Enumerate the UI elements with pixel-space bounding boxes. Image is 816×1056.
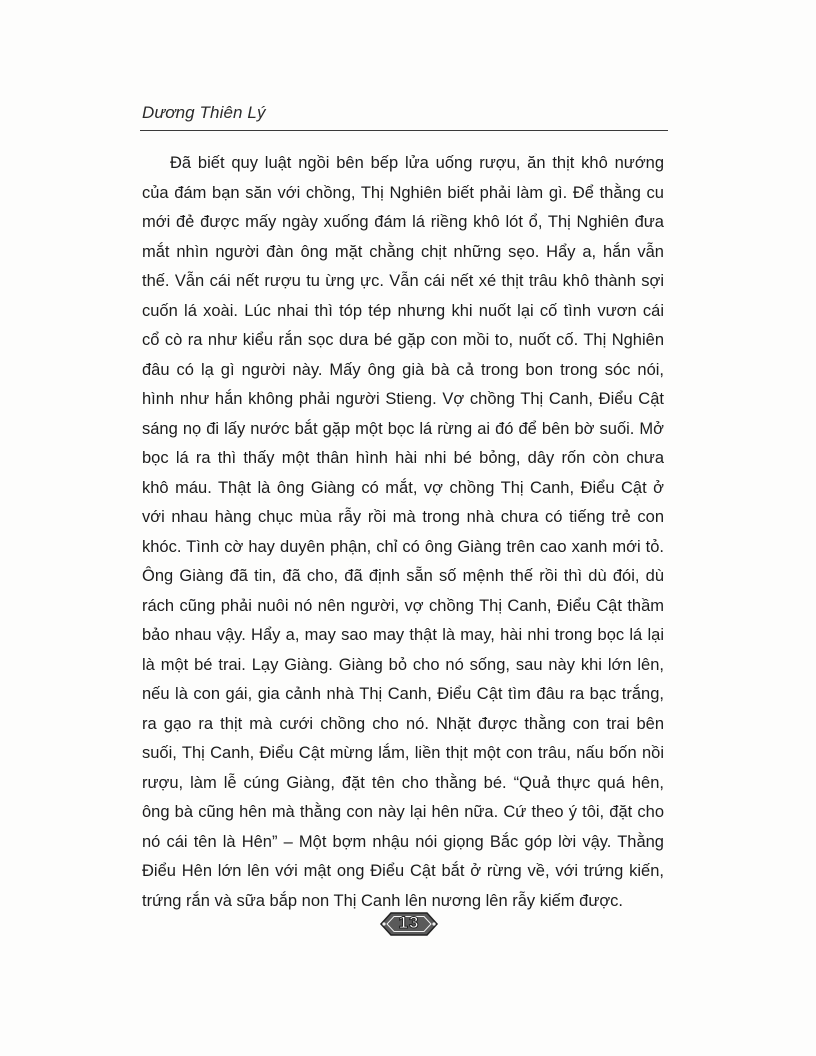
page-number-ornament (378, 909, 440, 939)
page-number: 13 (398, 913, 420, 932)
text-line: Ông Giàng đã tin, đã cho, đã định sẵn số mệnh thế rồi thì dù đói, dù (142, 567, 664, 585)
text-line: bảo nhau vậy. Hẩy a, may sao may thật là may, hài nhi trong bọc lá lại (142, 626, 664, 644)
text-line: trứng rắn và sữa bắp non Thị Canh lên nương lên rẫy kiếm được. (142, 891, 624, 910)
text-line: với nhau hàng chục mùa rẫy rồi mà trong nhà chưa có tiếng trẻ con (142, 508, 664, 526)
text-line: suối, Thị Canh, Điểu Cật mừng lắm, liền thịt một con trâu, nấu bốn nồi (142, 744, 664, 762)
text-line: Đã biết quy luật ngồi bên bếp lửa uống rượu, ăn thịt khô nướng (170, 154, 664, 172)
text-line: rách cũng phải nuôi nó nên người, vợ chồng Thị Canh, Điểu Cật thầm (142, 596, 664, 615)
text-line: bọc lá ra thì thấy một thân hình hài nhi bé bỏng, dây rốn còn chưa (142, 449, 664, 467)
text-line: mới đẻ được mấy ngày xuống đám lá riềng khô lót ổ, Thị Nghiên đưa (142, 213, 664, 231)
running-header (140, 101, 668, 131)
text-line: khóc. Tình cờ hay duyên phận, chỉ có ông Giàng trên cao xanh mới tỏ. (142, 537, 664, 556)
header-rule (140, 130, 668, 131)
body-text (142, 149, 664, 916)
text-line: rượu, làm lễ cúng Giàng, đặt tên cho thằng bé. “Quả thực quá hên, (142, 773, 664, 792)
text-line: đâu có lạ gì người này. Mấy ông già bà cả trong bon trong sóc nói, (142, 360, 664, 379)
author-name: Dương Thiên Lý (142, 103, 266, 122)
text-line: sáng nọ đi lấy nước bắt gặp một bọc lá rừng ai đó để bên bờ suối. Mở (142, 419, 664, 438)
text-line: mắt nhìn người đàn ông mặt chằng chịt những sẹo. Hẩy a, hắn vẫn (142, 242, 664, 261)
text-line: cuốn lá xoài. Lúc nhai thì tóp tép nhưng khi nuốt lại cố tình vươn cái (142, 301, 664, 320)
text-line: nếu là con gái, gia cảnh nhà Thị Canh, Điểu Cật tìm đâu ra bạc trắng, (142, 685, 664, 703)
text-line: thế. Vẫn cái nết rượu tu ừng ực. Vẫn cái nết xé thịt trâu khô thành sợi (142, 272, 664, 290)
text-line: của đám bạn săn với chồng, Thị Nghiên biết phải làm gì. Để thằng cu (142, 183, 664, 202)
text-line: hình như hắn không phải người Stieng. Vợ chồng Thị Canh, Điểu Cật (142, 390, 664, 408)
text-line: là một bé trai. Lạy Giàng. Giàng bỏ cho nó sống, sau này khi lớn lên, (142, 655, 664, 674)
text-line: ra gạo ra thịt mà cưới chồng cho nó. Nhặt được thằng con trai bên (142, 714, 664, 733)
text-line: ông bà cũng hên mà thằng con này lại hên nữa. Cứ theo ý tôi, đặt cho (142, 803, 664, 821)
text-line: Điểu Hên lớn lên với mật ong Điểu Cật bắt ở rừng về, với trứng kiến, (142, 862, 664, 880)
text-line: cổ cò ra như kiểu rắn sọc dưa bé gặp con mồi to, nuốt cố. Thị Nghiên (142, 331, 664, 349)
text-line: khô máu. Thật là ông Giàng có mắt, vợ chồng Thị Canh, Điểu Cật ở (142, 478, 664, 497)
text-line: nó cái tên là Hên” – Một bợm nhậu nói giọng Bắc góp lời vậy. Thằng (142, 832, 664, 851)
